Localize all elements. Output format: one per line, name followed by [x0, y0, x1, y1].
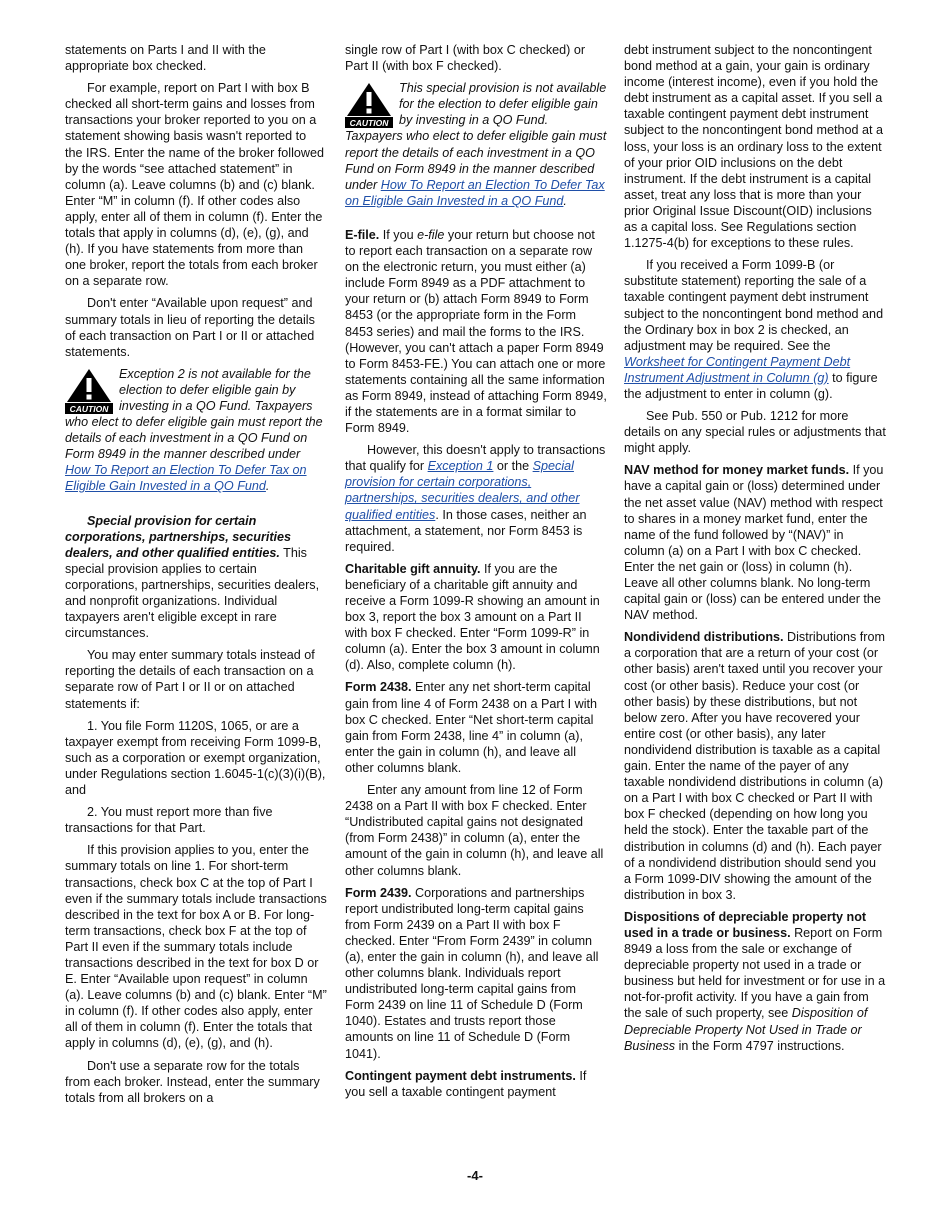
link-special-provision[interactable]: Special provision for certain corporations, partnerships, securities dealers, and other qualified entities	[345, 459, 580, 522]
page-number: -4-	[467, 1168, 483, 1183]
caution-note	[65, 366, 327, 495]
efile-heading: E-file.	[345, 227, 380, 242]
nondividend-heading: Nondividend distributions.	[624, 630, 784, 645]
caution-end: .	[265, 479, 270, 494]
nav-section	[624, 462, 886, 623]
paragraph: Enter any amount from line 12 of Form 2438 on a Part II with box F checked. Enter “Undistributed capital gains not designated (from Form 2438)” in column (a), enter the amount of the gain in column (h), and leave all other columns blank.	[345, 783, 604, 878]
paragraph: If this provision applies to you, enter the summary totals on line 1. For short-term transactions, check box C at the top of Part I even if the summary totals include transactions described in the text for box A or B. For long-term transactions, check box F at the top of Part II even if the summary totals include transactions described in the text for box D or E. Enter “Available upon request” in column (a). Leave columns (b) and (c) blank. Enter “M” in column (f). If other codes also apply, enter all of them in column (f). Enter the totals that apply in columns (d), (e), (g), and (h).	[65, 843, 327, 1051]
depreciable-heading: Dispositions of depreciable property not used in a trade or business.	[624, 909, 867, 940]
depreciable-italic: Disposition of Depreciable Property Not Used in Trade or Business	[624, 1006, 868, 1053]
worksheet-text: to figure the adjustment to enter in column (g).	[624, 370, 878, 401]
paragraph: You may enter summary totals instead of reporting the details of each transaction on a separate row of Part I or II or on attached statements if:	[65, 648, 315, 711]
paragraph: For example, report on Part I with box B checked all short-term gains and losses from transactions your broker reported to you on a statement showing basis wasn't reported to the IRS. Enter the name of the broker followed by the words “see attached statement” in column (a). Leave columns (b) and (c) blank. Enter “M” in column (f). If other codes also apply, enter all of them in column (f). Enter the totals that apply in columns (d), (e), (g), and (h). If you have statements from more than one broker, report the totals from each broker on a separate row.	[65, 81, 325, 289]
nav-heading: NAV method for money market funds.	[624, 463, 850, 478]
depreciable-section	[624, 909, 886, 1054]
paragraph: debt instrument subject to the noncontingent bond method at a gain, your gain is ordinary income (interest income), even if you hold the debt instrument as a capital asset. If you sell a taxable contingent payment debt instrument subject to the noncontingent bond method at a loss, your loss is an ordinary loss to the extent of your prior OID inclusions on the debt instrument. If the debt instrument is a capital asset, treat any loss that is more than your prior Original Issue Discount(OID) inclusions as a capital loss. See Regulations section 1.1275-4(b) for exceptions to these rules.	[624, 43, 884, 251]
list-item: 1. You file Form 1120S, 1065, or are a taxpayer exempt from receiving Form 1099-B, such as a corporation or exempt organization, under Regulations section 1.6045-1(c)(3)(i)(B), and	[65, 718, 326, 798]
special-provision-heading: Special provision for certain corporations, partnerships, securities dealers, and other qualified entities.	[65, 513, 292, 560]
link-qo-fund-election[interactable]: How To Report an Election To Defer Tax on Eligible Gain Invested in a QO Fund	[345, 177, 605, 208]
nondividend-body: Distributions from a corporation that are a return of your cost (or other basis) aren't taxed until you recover your cost (or other basis). Reduce your cost (or other basis) by these distributions, but not below zero. After you have recovered your entire cost (or other basis), any later nondividend distribution is taxable as a capital gain. Enter the name of the payer of any taxable nondividend distributions in column (a) on a Part I with box C checked or Part II with box F checked (depending on how long you held the stock). Enter the taxable part of the distribution in columns (d) and (h). Each payer of a nondividend distribution should send you a Form 1099-DIV showing the amount of the distribution in box 3.	[624, 630, 885, 902]
paragraph: single row of Part I (with box C checked) or Part II (with box F checked).	[345, 43, 586, 74]
paragraph: Don't use a separate row for the totals from each broker. Instead, enter the summary totals from all brokers on a	[65, 1058, 320, 1105]
form-2438-body: Enter any net short-term capital gain from line 4 of Form 2438 on a Part I with box C checked. Enter “Net short-term capital gain from Form 2438, line 4” in column (a), enter the gain in column (h), and leave all other columns blank.	[345, 680, 597, 775]
form-2439-body: Corporations and partnerships report undistributed long-term capital gains from Form 2439 on a Part II with box F checked. Enter “From Form 2439” in column (a), enter the gain in column (h), and leave all other columns blank. Individuals report undistributed long-term capital gains from Form 2439 on line 11 of Schedule D (Form 1040). Estates and trusts report those amounts on line 11 of Schedule D (Form 1041).	[345, 885, 599, 1061]
caution-text: This special provision is not available for the election to defer eligible gain by investing in a QO Fund. Taxpayers who elect to defer eligible gain must report the details of each investment in a QO Fund on Form 8949 in the manner described under	[345, 81, 607, 192]
contingent-payment-body: If you sell a taxable contingent payment	[345, 1068, 587, 1099]
column-1	[65, 42, 327, 1112]
form-2439-section	[345, 885, 607, 1062]
however-text: or the	[493, 459, 533, 474]
contingent-payment-section	[345, 1068, 607, 1100]
caution-label: CAUTION	[349, 118, 389, 129]
caution-label: CAUTION	[69, 403, 109, 414]
depreciable-end: in the Form 4797 instructions.	[675, 1038, 845, 1053]
contingent-payment-heading: Contingent payment debt instruments.	[345, 1068, 576, 1083]
link-exception-1[interactable]: Exception 1	[427, 459, 494, 474]
caution-text: Exception 2 is not available for the election to defer eligible gain by investing in a QO Fund. Taxpayers who elect to defer eligible gain must report the details of each investment in a QO Fund on Form 8949 in the manner described under	[65, 366, 323, 462]
charitable-gift-body: If you are the beneficiary of a charitable gift annuity and receive a Form 1099-R showing an amount in box 3, report the box 3 amount on a Part II with box F checked. Enter “Form 1099-R” in column (a). Enter the box 3 amount in column (d). Also, complete column (h).	[345, 561, 600, 673]
efile-text: If you	[379, 227, 418, 242]
form-2438-heading: Form 2438.	[345, 680, 412, 695]
worksheet-paragraph	[624, 257, 886, 402]
charitable-gift-heading: Charitable gift annuity.	[345, 561, 481, 576]
caution-icon	[65, 368, 113, 414]
link-qo-fund-election[interactable]: How To Report an Election To Defer Tax on Eligible Gain Invested in a QO Fund	[65, 463, 307, 494]
however-text: . In those cases, neither an attachment, a statement, nor Form 8453 is required.	[345, 507, 587, 554]
charitable-gift-section	[345, 561, 607, 674]
link-worksheet-cpdi[interactable]: Worksheet for Contingent Payment Debt Instrument Adjustment in Column (g)	[624, 354, 851, 385]
however-paragraph	[345, 442, 607, 555]
depreciable-body: Report on Form 8949 a loss from the sale or exchange of depreciable property not used in a trade or business but held for investment or for use in a not-for-profit activity. If you have a gain from the sale of such property, see	[624, 925, 886, 1021]
special-provision-body: This special provision applies to certain corporations, partnerships, securities dealers, and nonprofit organizations. Individual taxpayers aren't eligible except in rare circumstances.	[65, 545, 320, 641]
efile-text: your return but choose not to report each transaction on a separate row on the electronic return, you must either (a) include Form 8949 as a PDF attachment to your return or (b) attach Form 8949 to Form 8453 (or the appropriate form in the Form 8453 series) and mail the forms to the IRS. (However, you can't attach a paper Form 8949 to Form 8453-FE.) You can attach one or more statements containing all the same information as Form 8949, instead of attaching Form 8949, if the statements are in a format similar to Form 8949.	[345, 227, 607, 436]
caution-note	[345, 80, 607, 209]
paragraph: statements on Parts I and II with the appropriate box checked.	[65, 43, 266, 74]
caution-icon	[345, 82, 393, 128]
form-2438-section	[345, 679, 607, 776]
paragraph: See Pub. 550 or Pub. 1212 for more details on any special rules or adjustments that might apply.	[624, 409, 886, 456]
list-item: 2. You must report more than five transactions for that Part.	[65, 805, 273, 836]
efile-section	[345, 227, 607, 436]
worksheet-text: If you received a Form 1099-B (or substitute statement) reporting the sale of a taxable contingent payment debt instrument subject to the noncontingent bond method and the Ordinary box in box 2 is checked, an adjustment may be required. See the	[624, 258, 884, 353]
paragraph: Don't enter “Available upon request” and summary totals in lieu of reporting the details of each transaction on Part I or II or attached statements.	[65, 296, 315, 359]
column-3	[624, 42, 886, 1060]
nav-body: If you have a capital gain or (loss) determined under the net asset value (NAV) method with respect to shares in a money market fund, enter the name of the fund followed by “(NAV)” in column (a) on a Part I with box C checked. Enter the net gain or (loss) in column (h). Leave all other columns blank. No long-term capital gain or (loss) can be entered under the NAV method.	[624, 463, 884, 623]
however-text: However, this doesn't apply to transactions that qualify for	[345, 443, 606, 474]
nondividend-section	[624, 629, 886, 903]
special-provision-section	[65, 513, 327, 642]
caution-end: .	[563, 193, 567, 208]
efile-italic: e-file	[417, 227, 445, 242]
form-2439-heading: Form 2439.	[345, 885, 412, 900]
column-2	[345, 42, 607, 1106]
